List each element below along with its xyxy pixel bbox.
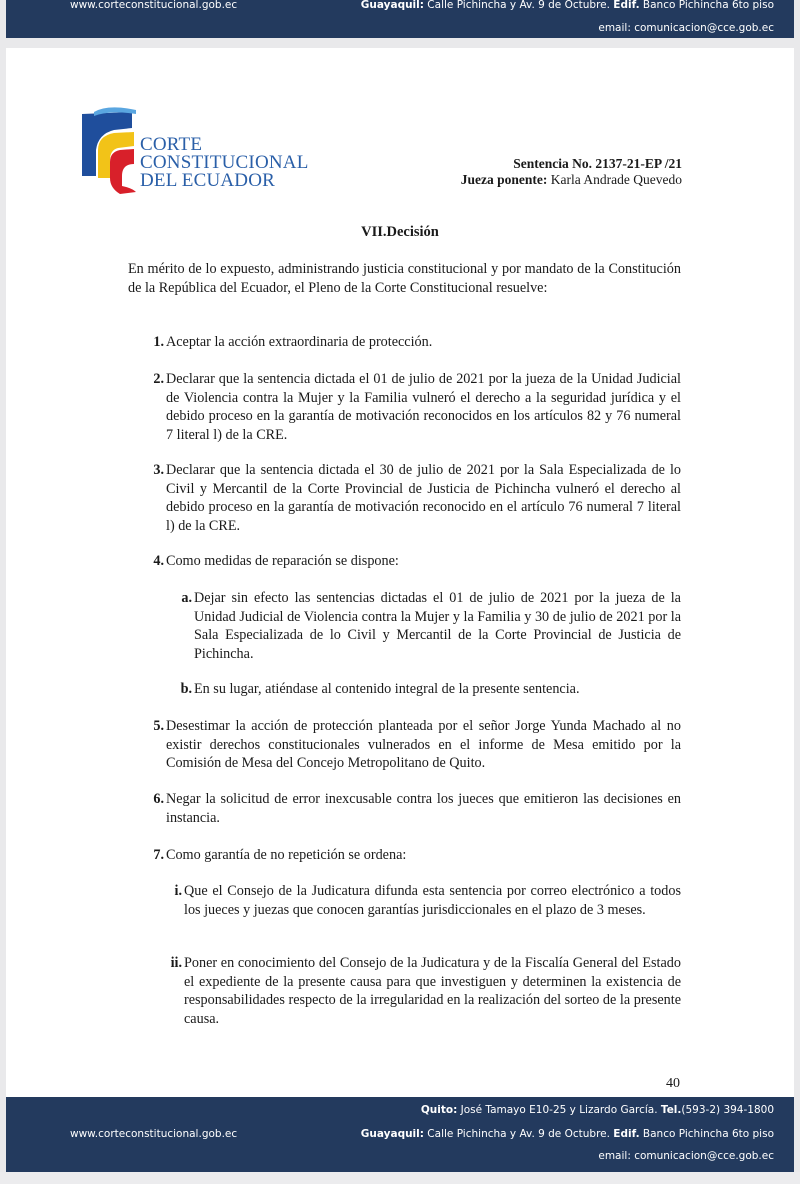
header-guayaquil-address: Guayaquil: Calle Pichincha y Av. 9 de Octubre. Edif. Banco Pichincha 6to piso <box>360 0 774 11</box>
intro-paragraph: En mérito de lo expuesto, administrando justicia constitucional y por mandato de la Constitución de la República del Ecuador, el Pleno de la Corte Constitucional resuelve: <box>128 261 681 296</box>
bottom-strip <box>0 1172 800 1184</box>
jueza-ponente: Jueza ponente: Karla Andrade Quevedo <box>460 172 682 187</box>
document-page <box>6 48 794 1097</box>
list-item: 3. Declarar que la sentencia dictada el 30 de julio de 2021 por la Sala Especializada de lo Civil y Mercantil de la Corte Provincial de Justicia de Pichincha vulneró el derecho al debido proceso en la garantía de motivación reconocido en el artículo 76 numeral 7 literal l) de la CRE. <box>153 462 681 534</box>
list-item: 2. Declarar que la sentencia dictada el 01 de julio de 2021 por la jueza de la Unidad Judicial de Violencia contra la Mujer y la Familia vulneró el derecho a la seguridad jurídica y el debido proceso en la garantía de motivación reconocidos en los artículos 82 y 76 numeral 7 literal l) de la CRE. <box>153 371 681 443</box>
footer-band <box>6 1097 794 1172</box>
footer-email: email: comunicacion@cce.gob.ec <box>598 1150 774 1162</box>
sub-list-item: b. En su lugar, atiéndase al contenido integral de la presente sentencia. <box>180 681 580 697</box>
footer-quito-address: Quito: José Tamayo E10-25 y Lizardo García. Tel.(593-2) 394-1800 <box>420 1104 774 1116</box>
case-reference <box>461 156 682 188</box>
footer-guayaquil-address: Guayaquil: Calle Pichincha y Av. 9 de Octubre. Edif. Banco Pichincha 6to piso <box>360 1128 774 1140</box>
page-number: 40 <box>666 1076 680 1091</box>
logo-line-3: DEL ECUADOR <box>140 170 276 191</box>
top-header-band <box>6 0 794 38</box>
sentencia-number: Sentencia No. 2137-21-EP /21 <box>513 156 682 171</box>
list-item: 6. Negar la solicitud de error inexcusable contra los jueces que emitieron las decisiones en instancia. <box>153 791 681 826</box>
header-website: www.corteconstitucional.gob.ec <box>70 0 238 11</box>
logo-line-2: CONSTITUCIONAL <box>140 152 309 173</box>
sub-list-item: i. Que el Consejo de la Judicatura difunda esta sentencia por correo electrónico a todos los jueces y juezas que conocen garantías jurisdiccionales en el plazo de 3 meses. <box>174 883 681 918</box>
sub-list-item: ii. Poner en conocimiento del Consejo de la Judicatura y de la Fiscalía General del Estado el expediente de la presente causa para que investiguen y determinen la existencia de responsabilidades respecto de la irregularidad en la realización del sorteo de la presente causa. <box>170 955 681 1027</box>
section-heading: VII.Decisión <box>361 224 439 240</box>
logo-line-1: CORTE <box>140 134 203 155</box>
logo-wordmark <box>140 136 309 190</box>
list-item: 1. Aceptar la acción extraordinaria de protección. <box>153 334 433 350</box>
sub-list-item: a. Dejar sin efecto las sentencias dictadas el 01 de julio de 2021 por la jueza de la Unidad Judicial de Violencia contra la Mujer y la Familia y 30 de julio de 2021 por la Sala Especializada de lo Civil y Mercantil de la Corte Provincial de Justicia de Pichincha. <box>181 590 681 662</box>
list-item: 7. Como garantía de no repetición se ordena: <box>153 847 407 863</box>
list-item: 4. Como medidas de reparación se dispone: <box>153 553 399 569</box>
list-item: 5. Desestimar la acción de protección planteada por el señor Jorge Yunda Machado al no existir derechos constitucionales vulnerados en el informe de Mesa emitido por la Comisión de Mesa del Concejo Metropolitano de Quito. <box>153 718 681 771</box>
header-email: email: comunicacion@cce.gob.ec <box>598 22 774 34</box>
footer-website: www.corteconstitucional.gob.ec <box>70 1128 238 1140</box>
